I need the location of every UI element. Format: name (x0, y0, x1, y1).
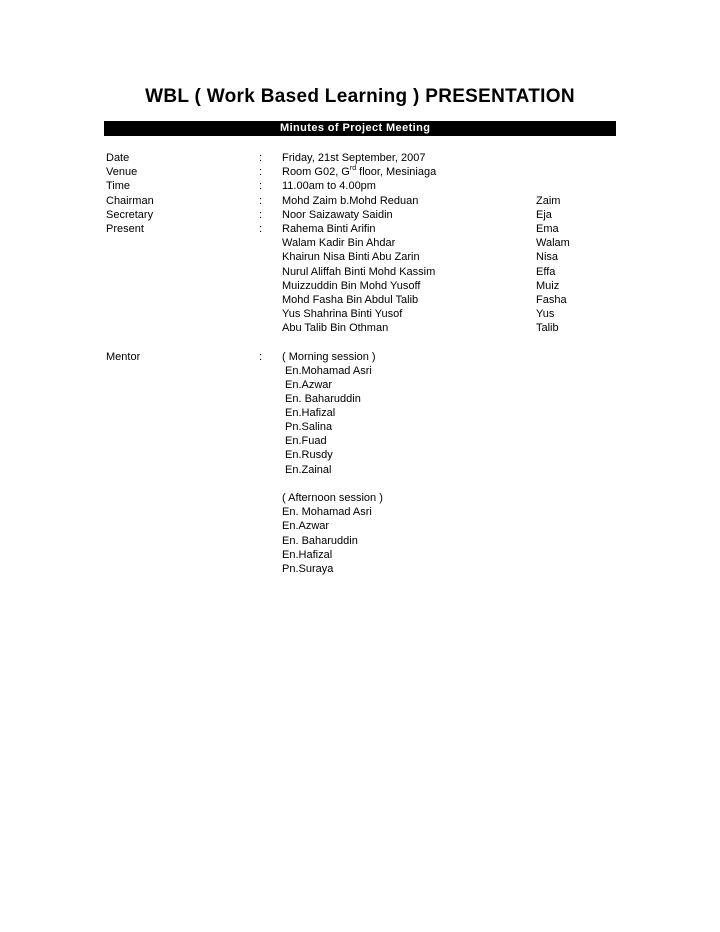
present-member-row (0, 293, 720, 307)
afternoon-mentor-name: En. Mohamad Asri (282, 506, 372, 518)
morning-mentor-name: En.Rusdy (285, 449, 333, 461)
morning-mentor-name: En.Mohamad Asri (285, 365, 372, 377)
afternoon-session-heading: ( Afternoon session ) (282, 492, 383, 504)
present-row (0, 222, 720, 236)
mentor-morning-row (0, 364, 720, 378)
present-member-row (0, 321, 720, 335)
present-member-name: Nurul Aliffah Binti Mohd Kassim (282, 266, 436, 278)
morning-mentor-name: En.Hafizal (285, 407, 336, 419)
afternoon-heading-row (0, 491, 720, 505)
present-member-name: Rahema Binti Arifin (282, 223, 376, 235)
secretary-colon: : (259, 209, 263, 221)
subtitle-bar (104, 121, 616, 136)
present-member-row (0, 250, 720, 264)
date-row (0, 151, 720, 165)
chairman-row (0, 194, 720, 208)
mentor-morning-row (0, 378, 720, 392)
venue-label: Venue (106, 166, 138, 178)
chairman-name: Mohd Zaim b.Mohd Reduan (282, 195, 419, 207)
time-value: 11.00am to 4.00pm (282, 180, 376, 192)
present-member-nick: Walam (536, 237, 570, 249)
mentor-label: Mentor (106, 351, 141, 363)
present-colon: : (259, 223, 263, 235)
present-member-nick: Talib (536, 322, 559, 334)
secretary-name: Noor Saizawaty Saidin (282, 209, 393, 221)
mentor-afternoon-row (0, 548, 720, 562)
morning-mentor-name: En. Baharuddin (285, 393, 361, 405)
mentor-morning-row (0, 448, 720, 462)
mentor-afternoon-row (0, 505, 720, 519)
present-member-name: Yus Shahrina Binti Yusof (282, 308, 403, 320)
mentor-morning-row (0, 463, 720, 477)
date-label: Date (106, 152, 130, 164)
morning-mentor-name: Pn.Salina (285, 421, 333, 433)
present-member-nick: Effa (536, 266, 556, 278)
document-title: WBL ( Work Based Learning ) PRESENTATION (145, 86, 575, 107)
time-row (0, 179, 720, 193)
venue-value-sup: rd (349, 165, 357, 172)
mentor-morning-row (0, 406, 720, 420)
mentor-morning-row (0, 420, 720, 434)
venue-value-suffix: floor, Mesiniaga (356, 166, 437, 178)
afternoon-mentor-name: En.Hafizal (282, 549, 333, 561)
chairman-nick: Zaim (536, 195, 561, 207)
mentor-colon: : (259, 351, 263, 363)
mentor-morning-row (0, 392, 720, 406)
morning-session-heading: ( Morning session ) (282, 351, 376, 363)
time-label: Time (106, 180, 131, 192)
present-member-name: Mohd Fasha Bin Abdul Talib (282, 294, 419, 306)
present-member-name: Abu Talib Bin Othman (282, 322, 389, 334)
morning-mentor-name: En.Fuad (285, 435, 327, 447)
present-member-name: Walam Kadir Bin Ahdar (282, 237, 396, 249)
present-member-row (0, 279, 720, 293)
mentor-afternoon-row (0, 519, 720, 533)
present-member-nick: Muiz (536, 280, 560, 292)
afternoon-mentor-name: Pn.Suraya (282, 563, 334, 575)
present-member-nick: Nisa (536, 251, 559, 263)
present-member-row (0, 265, 720, 279)
afternoon-mentor-name: En. Baharuddin (282, 535, 358, 547)
present-member-nick: Fasha (536, 294, 567, 306)
secretary-nick: Eja (536, 209, 552, 221)
present-label: Present (106, 223, 144, 235)
present-member-name: Khairun Nisa Binti Abu Zarin (282, 251, 420, 263)
time-colon: : (259, 180, 263, 192)
mentor-morning-row (0, 434, 720, 448)
date-colon: : (259, 152, 263, 164)
afternoon-mentor-name: En.Azwar (282, 520, 330, 532)
venue-value-prefix: Room G02, G (282, 166, 350, 178)
present-member-nick: Yus (536, 308, 555, 320)
mentor-afternoon-row (0, 562, 720, 576)
chairman-colon: : (259, 195, 263, 207)
secretary-label: Secretary (106, 209, 154, 221)
mentor-row (0, 350, 720, 364)
date-value: Friday, 21st September, 2007 (282, 152, 426, 164)
morning-mentor-name: En.Zainal (285, 464, 332, 476)
venue-row (0, 165, 720, 179)
present-member-row (0, 236, 720, 250)
secretary-row (0, 208, 720, 222)
venue-value (282, 165, 436, 179)
venue-colon: : (259, 166, 263, 178)
present-member-name: Muizzuddin Bin Mohd Yusoff (282, 280, 421, 292)
subtitle: Minutes of Project Meeting (280, 122, 431, 134)
morning-mentor-name: En.Azwar (285, 379, 333, 391)
present-member-nick: Ema (536, 223, 559, 235)
mentor-afternoon-row (0, 534, 720, 548)
present-member-row (0, 307, 720, 321)
chairman-label: Chairman (106, 195, 154, 207)
